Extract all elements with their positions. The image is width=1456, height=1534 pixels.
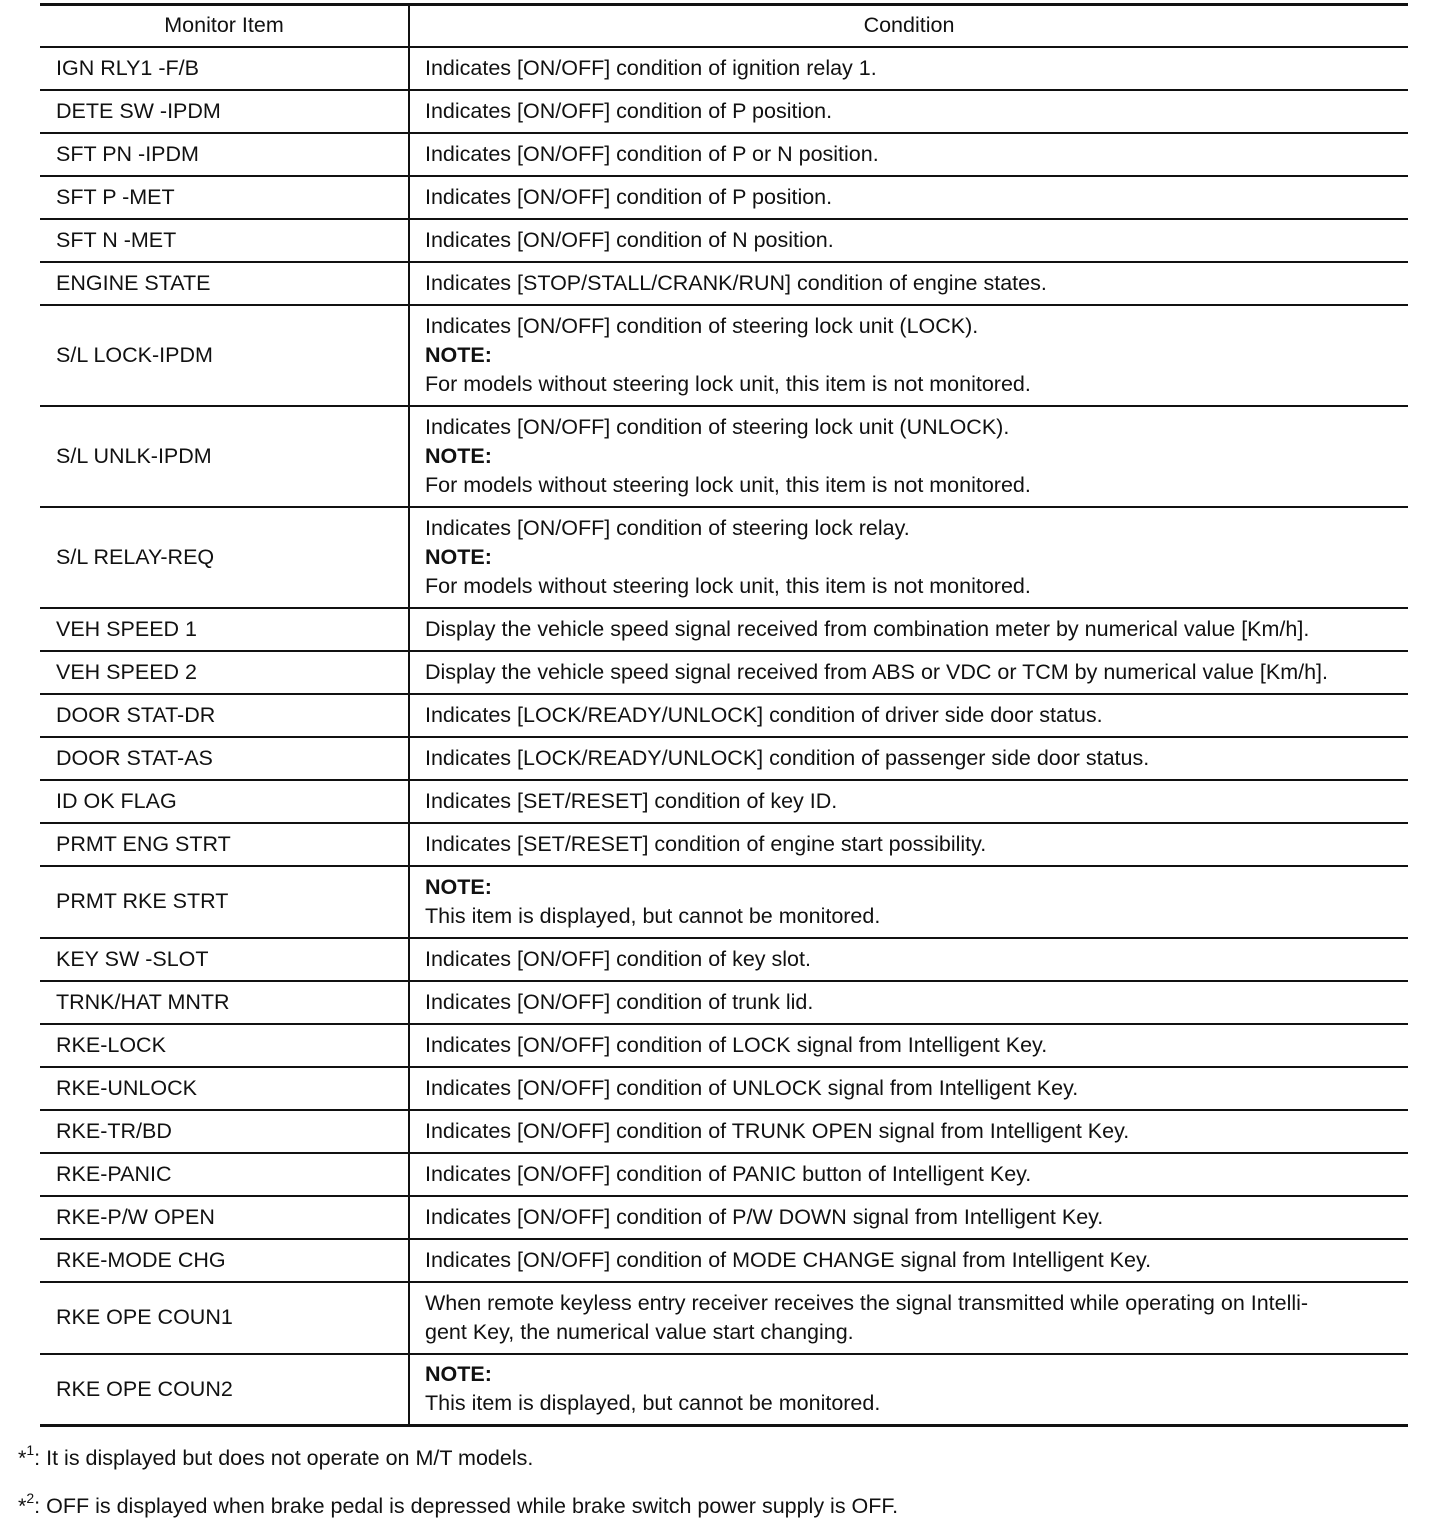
condition-cell bbox=[409, 866, 1408, 938]
monitor-item-cell: ID OK FLAG bbox=[40, 780, 409, 823]
table-row bbox=[40, 507, 1408, 608]
table-row bbox=[40, 133, 1408, 176]
condition-cell bbox=[409, 981, 1408, 1024]
condition-text: Indicates [ON/OFF] condition of TRUNK OPEN signal from Intelligent Key. bbox=[425, 1118, 1130, 1143]
table-row bbox=[40, 1282, 1408, 1354]
monitor-item-cell: RKE OPE COUN2 bbox=[40, 1354, 409, 1426]
footnote-asterisk: * bbox=[18, 1494, 27, 1519]
monitor-item-cell: RKE-UNLOCK bbox=[40, 1067, 409, 1110]
table-row bbox=[40, 651, 1408, 694]
monitor-item-cell: IGN RLY1 -F/B bbox=[40, 47, 409, 90]
table-row bbox=[40, 90, 1408, 133]
table-row bbox=[40, 262, 1408, 305]
monitor-item-cell: S/L UNLK-IPDM bbox=[40, 406, 409, 507]
condition-text: Indicates [STOP/STALL/CRANK/RUN] condition of engine states. bbox=[425, 270, 1047, 295]
table-row bbox=[40, 219, 1408, 262]
condition-text: Indicates [ON/OFF] condition of N position. bbox=[425, 227, 834, 252]
condition-text: Indicates [ON/OFF] condition of steering lock unit (LOCK). bbox=[425, 313, 979, 338]
table-body bbox=[40, 47, 1408, 1426]
condition-cell bbox=[409, 1196, 1408, 1239]
table-row bbox=[40, 1110, 1408, 1153]
condition-text: Indicates [ON/OFF] condition of UNLOCK signal from Intelligent Key. bbox=[425, 1075, 1079, 1100]
condition-text: Indicates [LOCK/READY/UNLOCK] condition of driver side door status. bbox=[425, 702, 1103, 727]
footnote-mark: 2 bbox=[26, 1490, 35, 1507]
condition-cell bbox=[409, 737, 1408, 780]
monitor-item-cell: TRNK/HAT MNTR bbox=[40, 981, 409, 1024]
monitor-item-cell: DOOR STAT-AS bbox=[40, 737, 409, 780]
table-row bbox=[40, 608, 1408, 651]
condition-cell bbox=[409, 608, 1408, 651]
note-label: NOTE: bbox=[425, 342, 492, 367]
column-header-condition: Condition bbox=[409, 5, 1408, 47]
note-text: For models without steering lock unit, this item is not monitored. bbox=[425, 371, 1031, 396]
monitor-item-cell: SFT P -MET bbox=[40, 176, 409, 219]
footnote-asterisk: * bbox=[18, 1446, 27, 1471]
condition-cell bbox=[409, 1354, 1408, 1426]
condition-text: Indicates [ON/OFF] condition of steering lock relay. bbox=[425, 515, 910, 540]
monitor-item-cell: KEY SW -SLOT bbox=[40, 938, 409, 981]
note-text: This item is displayed, but cannot be monitored. bbox=[425, 903, 881, 928]
condition-text: Indicates [ON/OFF] condition of LOCK signal from Intelligent Key. bbox=[425, 1032, 1048, 1057]
condition-cell bbox=[409, 47, 1408, 90]
footnote-text: : OFF is displayed when brake pedal is depressed while brake switch power supply is OFF. bbox=[34, 1494, 899, 1519]
table-header-row bbox=[40, 5, 1408, 47]
condition-cell bbox=[409, 1153, 1408, 1196]
monitor-item-table bbox=[40, 3, 1408, 1427]
monitor-item-cell: RKE-P/W OPEN bbox=[40, 1196, 409, 1239]
condition-text-line: gent Key, the numerical value start changing. bbox=[425, 1319, 854, 1344]
table-row bbox=[40, 866, 1408, 938]
condition-cell bbox=[409, 1067, 1408, 1110]
table-row bbox=[40, 780, 1408, 823]
monitor-item-cell: RKE OPE COUN1 bbox=[40, 1282, 409, 1354]
condition-text: Indicates [ON/OFF] condition of trunk lid. bbox=[425, 989, 814, 1014]
condition-text-line: When remote keyless entry receiver receives the signal transmitted while operating on Intelli- bbox=[425, 1290, 1309, 1315]
condition-cell bbox=[409, 90, 1408, 133]
condition-cell bbox=[409, 176, 1408, 219]
table-row bbox=[40, 1067, 1408, 1110]
condition-text: Indicates [ON/OFF] condition of steering lock unit (UNLOCK). bbox=[425, 414, 1010, 439]
table-row bbox=[40, 1153, 1408, 1196]
table-row bbox=[40, 406, 1408, 507]
monitor-item-cell: SFT PN -IPDM bbox=[40, 133, 409, 176]
condition-cell bbox=[409, 823, 1408, 866]
condition-cell bbox=[409, 694, 1408, 737]
monitor-item-cell: DOOR STAT-DR bbox=[40, 694, 409, 737]
condition-text: Indicates [SET/RESET] condition of key ID. bbox=[425, 788, 838, 813]
condition-cell bbox=[409, 1239, 1408, 1282]
table-row bbox=[40, 1024, 1408, 1067]
condition-text: Display the vehicle speed signal received from ABS or VDC or TCM by numerical value [Km/h]. bbox=[425, 659, 1328, 684]
footnotes bbox=[18, 1438, 898, 1534]
condition-text: Display the vehicle speed signal received from combination meter by numerical value [Km/h]. bbox=[425, 616, 1310, 641]
monitor-item-cell: S/L LOCK-IPDM bbox=[40, 305, 409, 406]
footnote-mark: 1 bbox=[26, 1442, 35, 1458]
monitor-item-cell: VEH SPEED 1 bbox=[40, 608, 409, 651]
footnote-2 bbox=[18, 1486, 898, 1521]
condition-cell bbox=[409, 1110, 1408, 1153]
table-row bbox=[40, 305, 1408, 406]
condition-text: Indicates [ON/OFF] condition of P/W DOWN signal from Intelligent Key. bbox=[425, 1204, 1104, 1229]
monitor-item-cell: RKE-MODE CHG bbox=[40, 1239, 409, 1282]
monitor-item-cell: PRMT RKE STRT bbox=[40, 866, 409, 938]
table-row bbox=[40, 47, 1408, 90]
condition-text: Indicates [LOCK/READY/UNLOCK] condition of passenger side door status. bbox=[425, 745, 1150, 770]
table-row bbox=[40, 176, 1408, 219]
table-row bbox=[40, 1354, 1408, 1426]
table-row bbox=[40, 1196, 1408, 1239]
condition-cell bbox=[409, 938, 1408, 981]
condition-text: Indicates [ON/OFF] condition of P or N position. bbox=[425, 141, 879, 166]
table-row bbox=[40, 823, 1408, 866]
condition-text: Indicates [ON/OFF] condition of ignition relay 1. bbox=[425, 55, 877, 80]
table-row bbox=[40, 694, 1408, 737]
note-label: NOTE: bbox=[425, 1362, 492, 1387]
column-header-monitor-item: Monitor Item bbox=[40, 5, 409, 47]
condition-cell bbox=[409, 133, 1408, 176]
monitor-item-cell: DETE SW -IPDM bbox=[40, 90, 409, 133]
condition-text: Indicates [ON/OFF] condition of P position. bbox=[425, 184, 833, 209]
condition-cell bbox=[409, 219, 1408, 262]
condition-text: Indicates [ON/OFF] condition of key slot. bbox=[425, 946, 811, 971]
condition-text: Indicates [ON/OFF] condition of P position. bbox=[425, 98, 833, 123]
monitor-item-cell: ENGINE STATE bbox=[40, 262, 409, 305]
monitor-item-cell: S/L RELAY-REQ bbox=[40, 507, 409, 608]
condition-cell bbox=[409, 1024, 1408, 1067]
table-row bbox=[40, 737, 1408, 780]
condition-cell bbox=[409, 780, 1408, 823]
note-label: NOTE: bbox=[425, 443, 492, 468]
note-text: For models without steering lock unit, this item is not monitored. bbox=[425, 472, 1031, 497]
condition-text: Indicates [SET/RESET] condition of engine start possibility. bbox=[425, 831, 987, 856]
condition-cell bbox=[409, 262, 1408, 305]
table-row bbox=[40, 981, 1408, 1024]
monitor-item-cell: PRMT ENG STRT bbox=[40, 823, 409, 866]
condition-text: Indicates [ON/OFF] condition of PANIC button of Intelligent Key. bbox=[425, 1161, 1032, 1186]
condition-cell bbox=[409, 305, 1408, 406]
monitor-item-cell: VEH SPEED 2 bbox=[40, 651, 409, 694]
footnote-1 bbox=[18, 1438, 898, 1473]
footnote-text: : It is displayed but does not operate on M/T models. bbox=[34, 1446, 534, 1471]
note-label: NOTE: bbox=[425, 544, 492, 569]
table-row bbox=[40, 1239, 1408, 1282]
condition-text: Indicates [ON/OFF] condition of MODE CHANGE signal from Intelligent Key. bbox=[425, 1247, 1152, 1272]
table-row bbox=[40, 938, 1408, 981]
condition-cell bbox=[409, 406, 1408, 507]
condition-cell bbox=[409, 507, 1408, 608]
monitor-item-cell: RKE-PANIC bbox=[40, 1153, 409, 1196]
monitor-item-cell: SFT N -MET bbox=[40, 219, 409, 262]
monitor-item-cell: RKE-LOCK bbox=[40, 1024, 409, 1067]
note-text: For models without steering lock unit, this item is not monitored. bbox=[425, 573, 1031, 598]
note-label: NOTE: bbox=[425, 874, 492, 899]
condition-cell bbox=[409, 1282, 1408, 1354]
monitor-item-cell: RKE-TR/BD bbox=[40, 1110, 409, 1153]
condition-cell bbox=[409, 651, 1408, 694]
note-text: This item is displayed, but cannot be monitored. bbox=[425, 1391, 881, 1416]
